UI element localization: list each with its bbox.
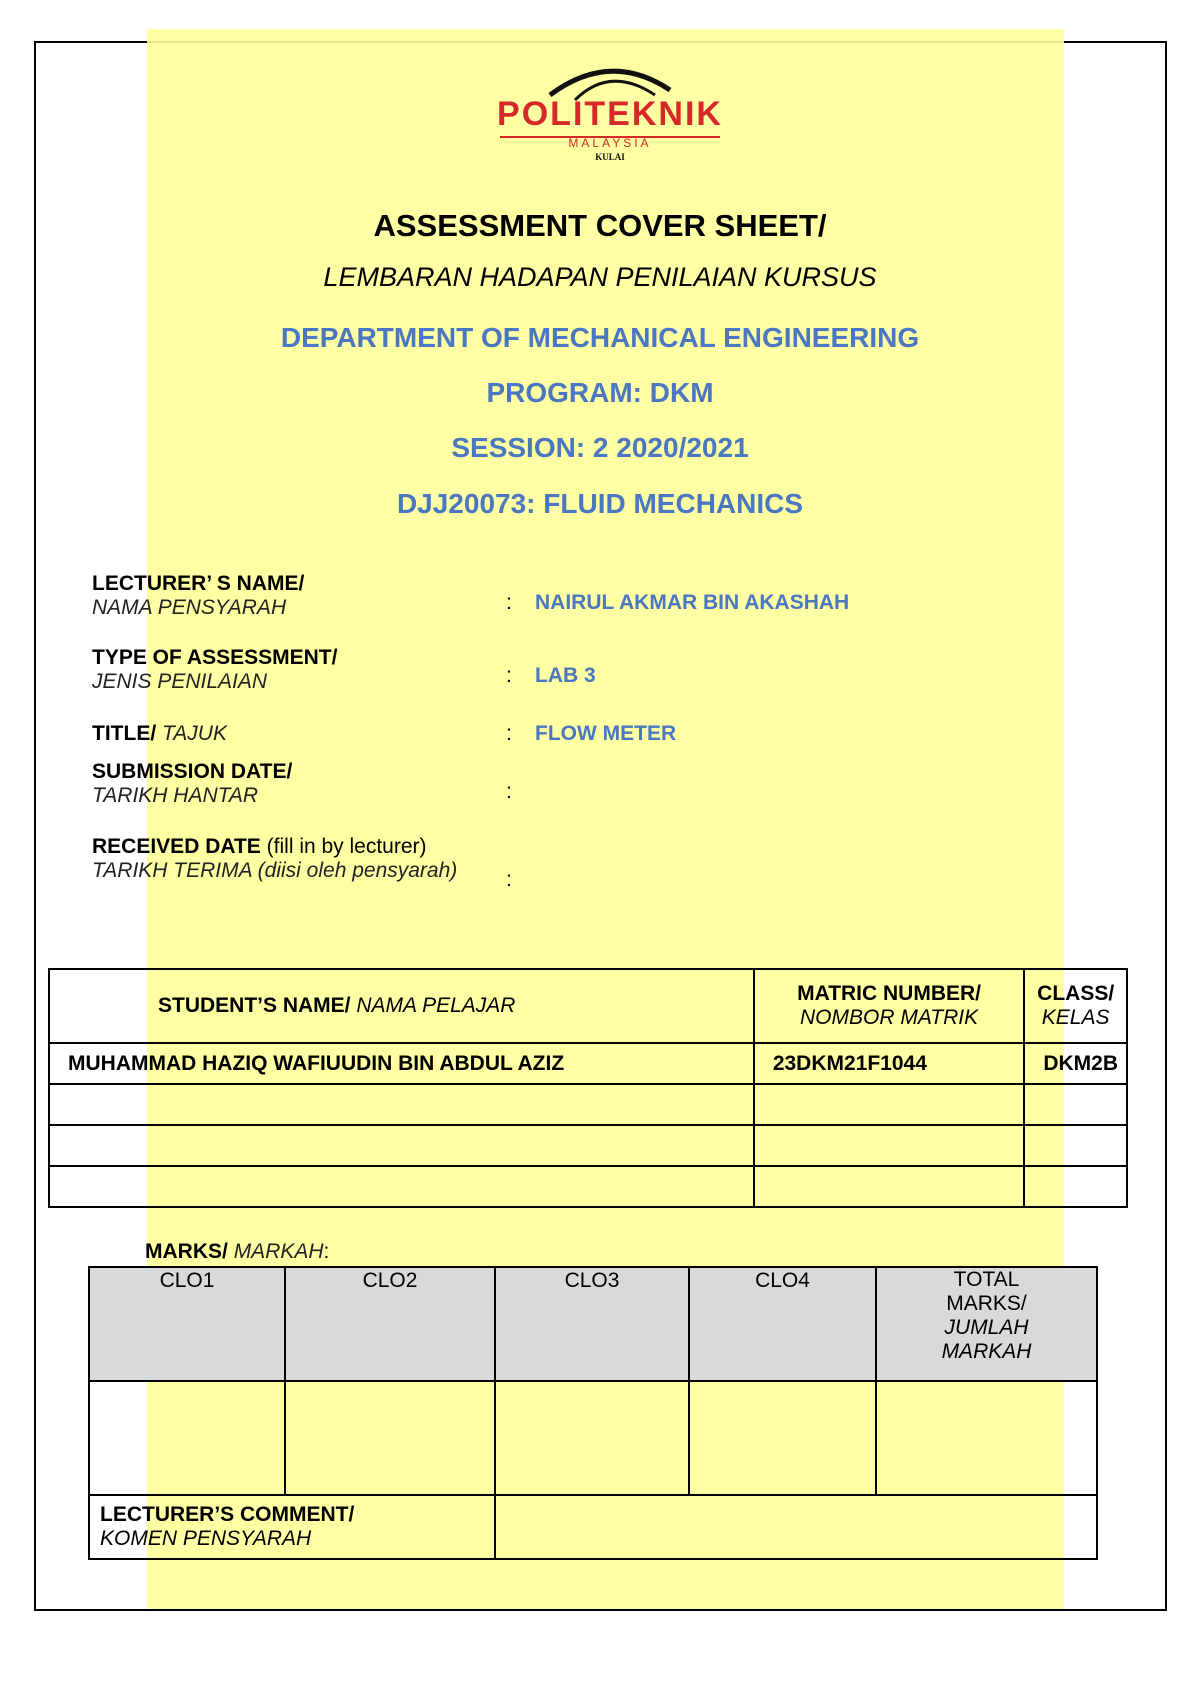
clo1-header: CLO1 (89, 1267, 285, 1381)
svg-text:KULAI: KULAI (595, 152, 625, 162)
department: DEPARTMENT OF MECHANICAL ENGINEERING (280, 322, 920, 353)
title-value: FLOW METER (535, 722, 677, 745)
clo4-header: CLO4 (689, 1267, 876, 1381)
session: SESSION: 2 2020/2021 (451, 432, 749, 463)
class-header: CLASS/ KELAS (1024, 969, 1127, 1043)
marks-table (88, 1266, 1098, 1560)
page-title-malay: LEMBARAN HADAPAN PENILAIAN KURSUS (323, 262, 877, 292)
clo3-header: CLO3 (495, 1267, 689, 1381)
logo-text: POLITEKNIK (497, 95, 723, 133)
clo2-header: CLO2 (285, 1267, 495, 1381)
title-label: TITLE/ TAJUK (92, 722, 227, 745)
comment-cell (495, 1495, 1097, 1559)
clo1-cell (89, 1381, 285, 1495)
total-cell (876, 1381, 1097, 1495)
comment-label: LECTURER’S COMMENT/ KOMEN PENSYARAH (89, 1495, 495, 1559)
page-title: ASSESSMENT COVER SHEET/ (373, 208, 827, 243)
assessment-value: LAB 3 (535, 664, 596, 687)
course: DJJ20073: FLUID MECHANICS (396, 488, 804, 519)
student-table (48, 968, 1128, 1208)
total-header: TOTAL MARKS/ JUMLAH MARKAH (876, 1267, 1097, 1381)
submission-label: SUBMISSION DATE/ TARIKH HANTAR (92, 760, 293, 807)
table-row (49, 1125, 1127, 1166)
program: PROGRAM: DKM (486, 377, 714, 408)
politeknik-logo (480, 55, 740, 165)
table-row (49, 1084, 1127, 1125)
lecturer-label: LECTURER’ S NAME/ NAMA PENSYARAH (92, 572, 305, 619)
clo3-cell (495, 1381, 689, 1495)
marks-label: MARKS/ MARKAH: (145, 1240, 330, 1263)
table-row: MUHAMMAD HAZIQ WAFIUUDIN BIN ABDUL AZIZ 23DKM21F1044 DKM2B (49, 1043, 1127, 1084)
matric-header: MATRIC NUMBER/ NOMBOR MATRIK (754, 969, 1025, 1043)
clo4-cell (689, 1381, 876, 1495)
assessment-label: TYPE OF ASSESSMENT/ JENIS PENILAIAN (92, 646, 338, 693)
table-row (49, 1166, 1127, 1207)
received-label: RECEIVED DATE (fill in by lecturer) TARIKH TERIMA (diisi oleh pensyarah) (92, 835, 458, 882)
svg-text:MALAYSIA: MALAYSIA (568, 136, 652, 150)
clo2-cell (285, 1381, 495, 1495)
name-header: STUDENT’S NAME/ NAMA PELAJAR (49, 969, 754, 1043)
lecturer-value: NAIRUL AKMAR BIN AKASHAH (535, 591, 850, 614)
